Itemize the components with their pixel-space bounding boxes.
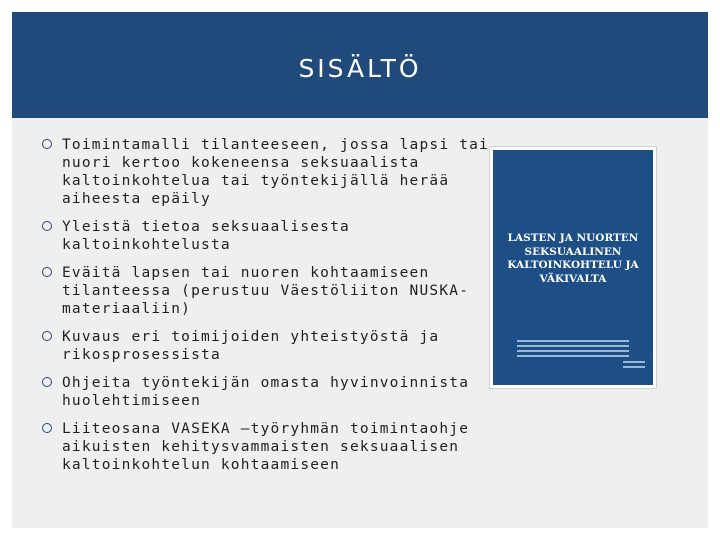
bullet-text: Eväitä lapsen tai nuoren kohtaamiseen tilanteessa (perustuu Väestöliiton NUSKA-materiaaliin) (62, 265, 470, 317)
circle-bullet-icon (42, 267, 52, 277)
bullet-item (42, 136, 492, 208)
bullet-text: Yleistä tietoa seksuaalisesta kaltoinkohtelusta (62, 219, 350, 253)
bullet-list (42, 136, 492, 484)
bullet-text: Kuvaus eri toimijoiden yhteistyöstä ja rikosprosessista (62, 329, 440, 363)
circle-bullet-icon (42, 221, 52, 231)
bullet-text: Toimintamalli tilanteeseen, jossa lapsi tai nuori kertoo kokeneensa seksuaalista kaltoinkohtelua tai työntekijällä herää aiheesta epäily (62, 137, 489, 207)
slide-title: SISÄLTÖ (298, 54, 422, 83)
book-cover-footer-lines (623, 361, 645, 371)
bullet-item (42, 264, 492, 318)
bullet-text: Liiteosana VASEKA –työryhmän toimintaohje aikuisten kehitysvammaisten seksuaalisen kaltoinkohtelun kohtaamiseen (62, 421, 470, 473)
bullet-item (42, 374, 492, 410)
title-bar (12, 12, 708, 118)
bullet-item (42, 218, 492, 254)
bullet-text: Ohjeita työntekijän omasta hyvinvoinnista huolehtimiseen (62, 375, 470, 409)
book-cover-image (490, 147, 656, 388)
book-cover-subtitle-lines (517, 340, 629, 360)
circle-bullet-icon (42, 139, 52, 149)
bullet-item (42, 420, 492, 474)
circle-bullet-icon (42, 331, 52, 341)
bullet-item (42, 328, 492, 364)
book-cover-title: LASTEN JA NUORTEN SEKSUAALINEN KALTOINKOHTELU JA VÄKIVALTA (507, 232, 639, 285)
circle-bullet-icon (42, 423, 52, 433)
circle-bullet-icon (42, 377, 52, 387)
slide (12, 12, 708, 528)
